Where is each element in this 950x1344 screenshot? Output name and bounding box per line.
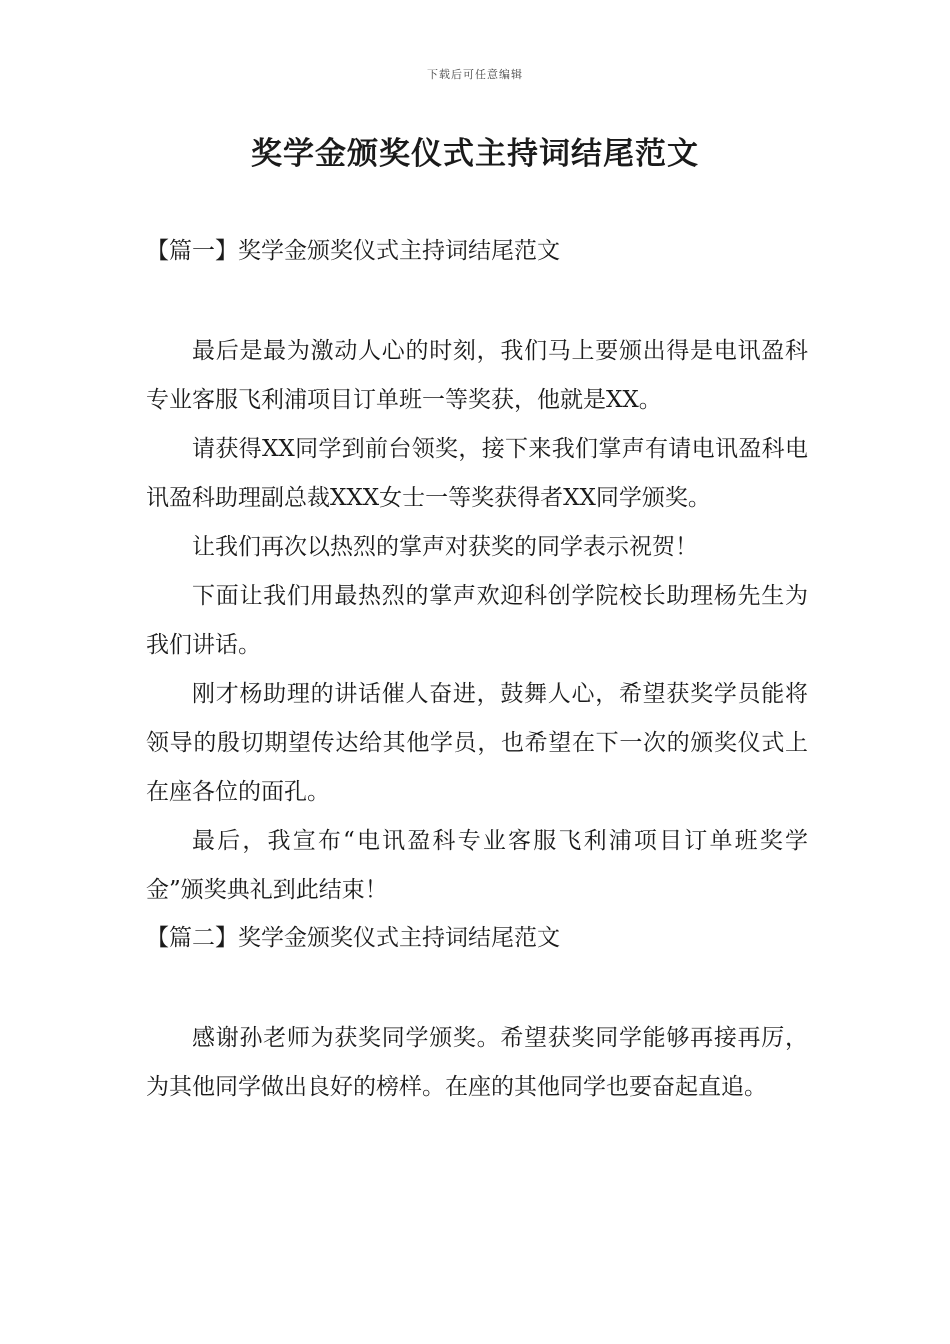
section-spacer bbox=[146, 962, 808, 1014]
paragraph: 下面让我们用最热烈的掌声欢迎科创学院校长助理杨先生为我们讲话。 bbox=[146, 583, 808, 658]
paragraph: 最后，我宣布“电讯盈科专业客服飞利浦项目订单班奖学金”颁奖典礼到此结束！ bbox=[146, 828, 808, 903]
document-body bbox=[146, 228, 808, 1112]
paragraph: 刚才杨助理的讲话催人奋进，鼓舞人心，希望获奖学员能将领导的殷切期望传达给其他学员，也希望在下一次的颁奖仪式上在座各位的面孔。 bbox=[146, 681, 808, 805]
header-note: 下载后可任意编辑 bbox=[427, 68, 523, 81]
document-title: 奖学金颁奖仪式主持词结尾范文 bbox=[251, 136, 699, 172]
paragraph: 让我们再次以热烈的掌声对获奖的同学表示祝贺！ bbox=[192, 534, 698, 560]
section-heading-1: 【篇一】奖学金颁奖仪式主持词结尾范文 bbox=[146, 238, 560, 264]
paragraph: 感谢孙老师为获奖同学颁奖。希望获奖同学能够再接再厉，为其他同学做出良好的榜样。在座的其他同学也要奋起直追。 bbox=[146, 1025, 808, 1100]
paragraph: 请获得XX同学到前台领奖，接下来我们掌声有请电讯盈科电讯盈科助理副总裁XXX女士一等奖获得者XX同学颁奖。 bbox=[146, 436, 808, 511]
section-heading-2: 【篇二】奖学金颁奖仪式主持词结尾范文 bbox=[146, 925, 560, 951]
section-spacer bbox=[146, 275, 808, 327]
paragraph: 最后是最为激动人心的时刻，我们马上要颁出得是电讯盈科专业客服飞利浦项目订单班一等奖获，他就是XX。 bbox=[146, 338, 808, 413]
